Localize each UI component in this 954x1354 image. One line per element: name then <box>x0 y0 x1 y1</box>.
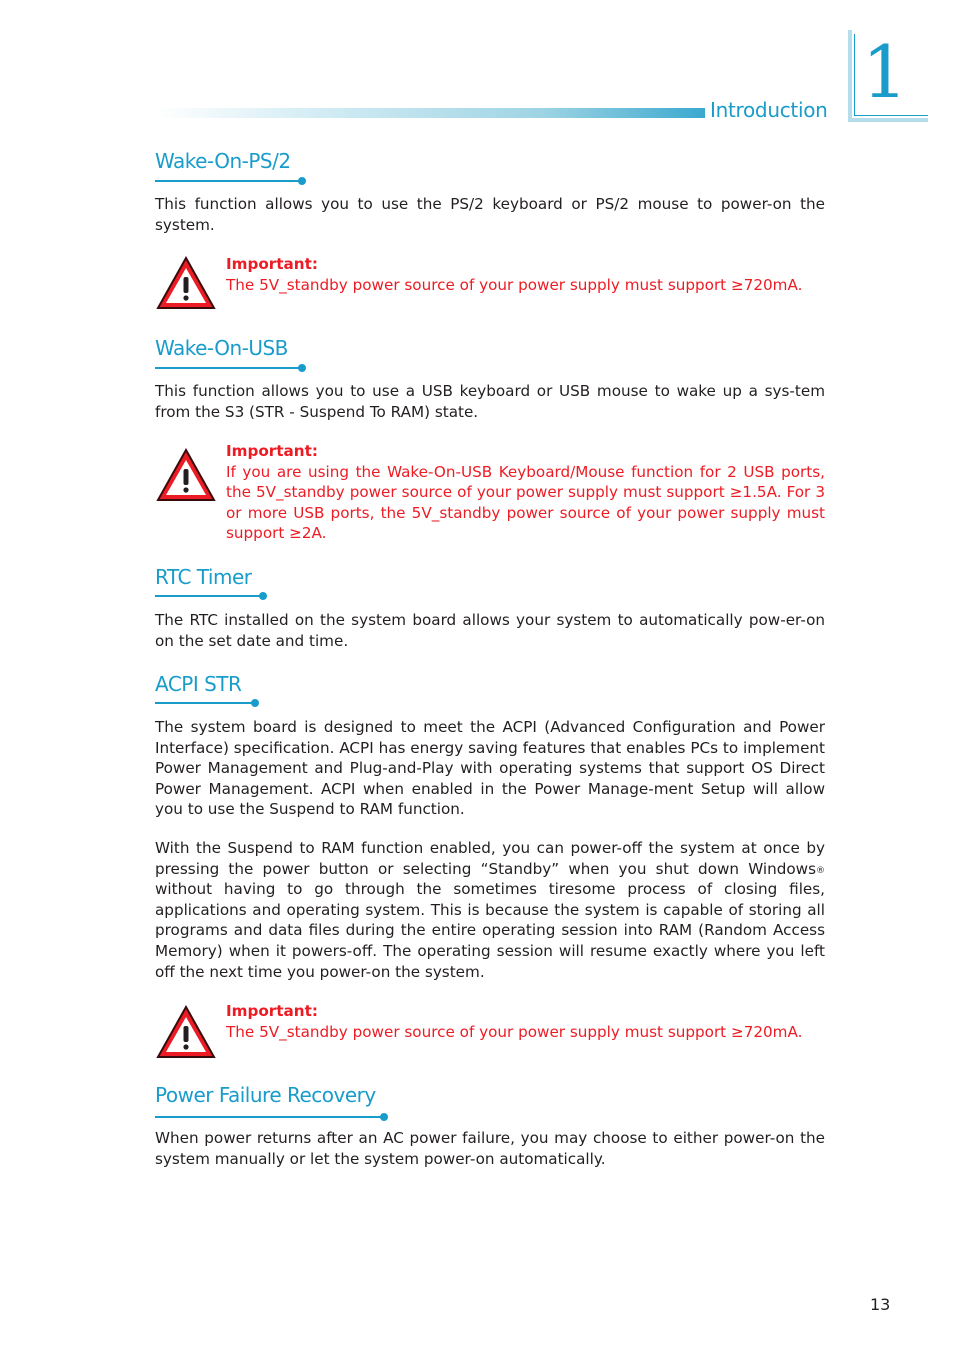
section-body-2-start: With the Suspend to RAM function enabled, you can power-off the system at once by pressing the power button or selecting “Standby” when you shut down Windows <box>155 839 825 878</box>
section-underline <box>155 595 263 597</box>
chapter-number: 1 <box>862 30 908 114</box>
important-text: If you are using the Wake-On-USB Keyboard/Mouse function for 2 USB ports, the 5V_standby power source of your power supply must support ≥1.5A. For 3 or more USB ports, the 5V_standby power source of your power supply must support ≥2A. <box>226 462 825 543</box>
section-title-wake-on-ps2: Wake-On-PS/2 <box>155 149 291 173</box>
section-title-acpi-str: ACPI STR <box>155 672 242 696</box>
section-title-power-failure-recovery: Power Failure Recovery <box>155 1083 376 1107</box>
section-title-wake-on-usb: Wake-On-USB <box>155 336 288 360</box>
header-gradient-bar <box>155 108 705 118</box>
section-underline <box>155 1116 384 1118</box>
important-note <box>226 441 825 544</box>
section-body: When power returns after an AC power failure, you may choose to either power-on the system manually or let the system power-on automatically. <box>155 1129 825 1168</box>
important-text: The 5V_standby power source of your power supply must support ≥720mA. <box>226 1022 803 1041</box>
section-body-2-end: without having to go through the sometimes tiresome process of closing files, applications and operating system. This is because the system is capable of storing all programs and data files during the entire operating session into RAM (Random Access Memory) when it powers-off. The operating session will resume exactly where you left off the next time you power-on the system. <box>155 880 825 981</box>
section-body: The system board is designed to meet the ACPI (Advanced Configuration and Power Interface) specification. ACPI has energy saving features that enables PCs to implement Power Management and Plug-and-Play with operating systems that support OS Direct Power Management. ACPI when enabled in the Power Manage-ment Setup will allow you to use the Suspend to RAM function. <box>155 718 825 819</box>
section-body: This function allows you to use the PS/2 keyboard or PS/2 mouse to power-on the system. <box>155 195 825 234</box>
important-note <box>226 254 825 295</box>
section-body: The RTC installed on the system board allows your system to automatically pow-er-on on the set date and time. <box>155 611 825 650</box>
warning-triangle-icon <box>156 1005 216 1059</box>
section-underline <box>155 180 302 182</box>
section-underline <box>155 702 255 704</box>
section-body-2 <box>155 838 825 982</box>
header-title: Introduction <box>710 98 828 122</box>
section-title-rtc-timer: RTC Timer <box>155 565 252 589</box>
registered-mark: ® <box>816 865 825 876</box>
section-body: This function allows you to use a USB keyboard or USB mouse to wake up a sys-tem from the S3 (STR - Suspend To RAM) state. <box>155 382 825 421</box>
important-label: Important: <box>226 1002 318 1020</box>
warning-triangle-icon <box>156 448 216 502</box>
important-note <box>226 1001 825 1042</box>
important-text: The 5V_standby power source of your power supply must support ≥720mA. <box>226 275 803 294</box>
section-underline <box>155 367 302 369</box>
important-label: Important: <box>226 442 318 460</box>
page-number: 13 <box>870 1295 891 1314</box>
warning-triangle-icon <box>156 256 216 310</box>
important-label: Important: <box>226 255 318 273</box>
